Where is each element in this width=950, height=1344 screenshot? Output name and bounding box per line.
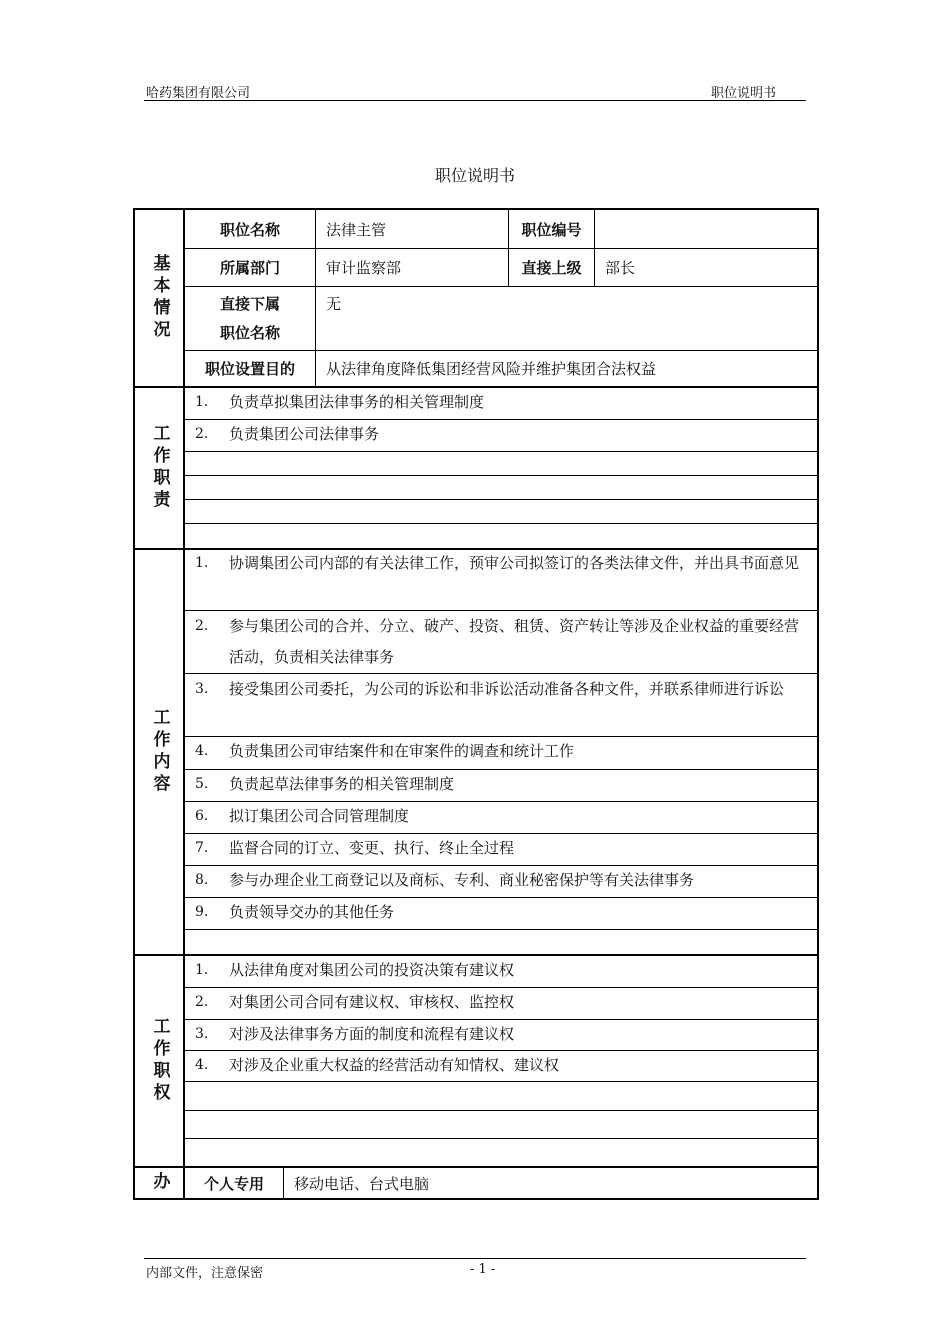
footer-confidential: 内部文件，注意保密 bbox=[146, 1266, 264, 1281]
document-title: 职位说明书 bbox=[434, 166, 515, 185]
section-basic-info bbox=[135, 210, 817, 388]
section-label-content: 工作内容 bbox=[149, 708, 170, 796]
footer-page-number: - 1 - bbox=[470, 1262, 496, 1277]
row-purpose bbox=[185, 350, 817, 386]
empty-row bbox=[185, 1138, 817, 1166]
section-label-basic: 基本情况 bbox=[149, 254, 170, 342]
label-superior: 直接上级 bbox=[508, 249, 594, 286]
footer-divider bbox=[144, 1258, 806, 1259]
label-position-code: 职位编号 bbox=[508, 210, 594, 248]
label-position-name: 职位名称 bbox=[219, 220, 280, 239]
list-item: 2. 对集团公司合同有建议权、审核权、监控权 bbox=[185, 987, 817, 1019]
label-subordinate-2: 职位名称 bbox=[219, 323, 280, 342]
label-purpose: 职位设置目的 bbox=[204, 360, 295, 378]
list-item: 5. 负责起草法律事务的相关管理制度 bbox=[185, 769, 817, 801]
list-item: 4. 对涉及企业重大权益的经营活动有知情权、建议权 bbox=[185, 1050, 817, 1081]
list-item: 4. 负责集团公司审结案件和在审案件的调查和统计工作 bbox=[185, 736, 817, 769]
header-company: 哈药集团有限公司 bbox=[146, 86, 251, 101]
row-subordinate bbox=[185, 286, 817, 350]
list-item: 2. 负责集团公司法律事务 bbox=[185, 419, 817, 451]
value-department: 审计监察部 bbox=[315, 249, 508, 286]
value-subordinate: 无 bbox=[315, 287, 817, 350]
value-position-code bbox=[594, 210, 817, 248]
empty-row bbox=[185, 451, 817, 475]
value-personal-use: 移动电话、台式电脑 bbox=[283, 1168, 817, 1198]
row-position-name bbox=[185, 210, 817, 248]
section-label-duties: 工作职责 bbox=[149, 424, 170, 512]
label-subordinate-1: 直接下属 bbox=[219, 294, 280, 313]
section-work-content bbox=[135, 550, 817, 956]
empty-row bbox=[185, 929, 817, 954]
section-office bbox=[135, 1168, 817, 1200]
list-item: 1. 协调集团公司内部的有关法律工作，预审公司拟签订的各类法律文件，并出具书面意见 bbox=[195, 554, 800, 572]
list-item: 1. 负责草拟集团法律事务的相关管理制度 bbox=[195, 393, 485, 411]
empty-row bbox=[185, 475, 817, 499]
value-superior: 部长 bbox=[594, 249, 817, 286]
list-item: 1. 从法律角度对集团公司的投资决策有建议权 bbox=[195, 961, 515, 979]
section-duties bbox=[135, 388, 817, 550]
section-authority bbox=[135, 956, 817, 1168]
label-personal-use: 个人专用 bbox=[203, 1174, 264, 1193]
list-item: 6. 拟订集团公司合同管理制度 bbox=[185, 801, 817, 833]
list-item: 9. 负责领导交办的其他任务 bbox=[185, 897, 817, 929]
list-item: 3. 接受集团公司委托，为公司的诉讼和非诉讼活动准备各种文件，并联系律师进行诉讼 bbox=[185, 673, 817, 736]
label-department: 所属部门 bbox=[219, 259, 280, 277]
job-description-table bbox=[133, 208, 819, 1200]
list-item: 3. 对涉及法律事务方面的制度和流程有建议权 bbox=[185, 1019, 817, 1050]
header-doc-type: 职位说明书 bbox=[711, 86, 777, 101]
value-position-name: 法律主管 bbox=[315, 210, 508, 248]
value-purpose: 从法律角度降低集团经营风险并维护集团合法权益 bbox=[315, 351, 817, 386]
list-item: 7. 监督合同的订立、变更、执行、终止全过程 bbox=[185, 833, 817, 865]
section-label-office: 办 bbox=[149, 1172, 170, 1194]
header-divider bbox=[144, 100, 806, 101]
empty-row bbox=[185, 499, 817, 523]
row-department bbox=[185, 248, 817, 286]
section-label-authority: 工作职权 bbox=[149, 1017, 170, 1105]
empty-row bbox=[185, 1081, 817, 1110]
list-item: 8. 参与办理企业工商登记以及商标、专利、商业秘密保护等有关法律事务 bbox=[185, 865, 817, 897]
empty-row bbox=[185, 523, 817, 548]
list-item: 2. 参与集团公司的合并、分立、破产、投资、租赁、资产转让等涉及企业权益的重要经营活动，负责相关法律事务 bbox=[185, 610, 817, 673]
empty-row bbox=[185, 1110, 817, 1138]
